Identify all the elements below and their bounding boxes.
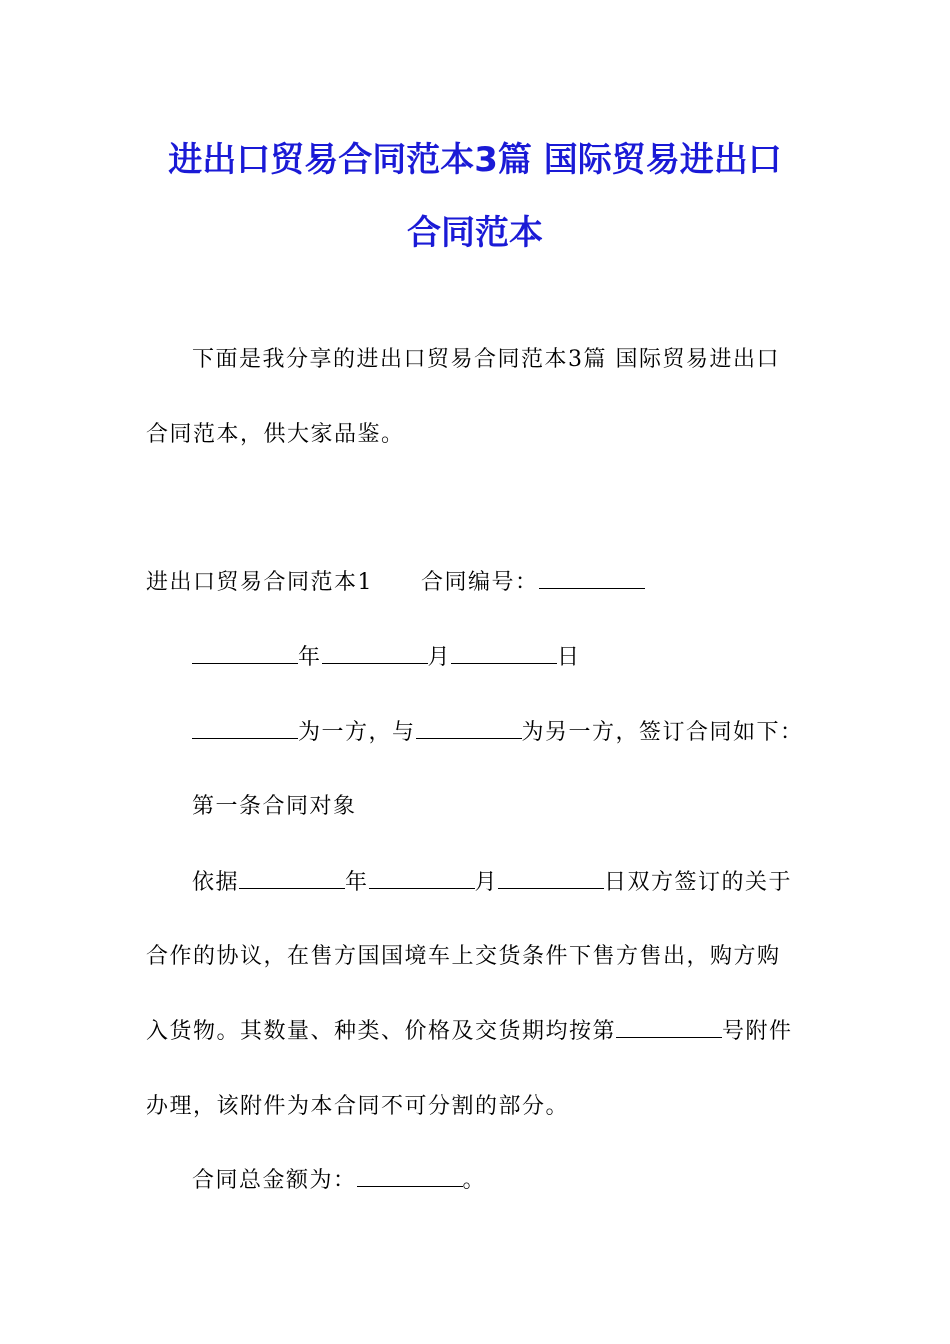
month-label: 月 [427,645,452,670]
section-heading: 进出口贸易合同范本1 [146,570,373,595]
attachment-number-blank [616,1017,722,1038]
article-1-heading: 第一条合同对象 [192,794,357,819]
basis-line [192,868,792,898]
body-line-3-prefix: 入货物。其数量、种类、价格及交货期均按第 [146,1019,617,1044]
party-text-2: 为另一方，签订合同如下： [521,720,804,745]
basis-month-blank [369,868,475,889]
month-blank [322,643,428,664]
contract-number-label: 合同编号： [421,570,539,595]
year-blank [192,643,298,664]
body-line-3 [146,1017,793,1047]
total-amount-suffix: 。 [462,1168,487,1193]
year-label: 年 [298,645,322,670]
party-a-blank [192,718,298,739]
day-blank [451,643,557,664]
basis-year-label: 年 [345,870,369,895]
total-amount-line [192,1166,486,1196]
basis-suffix: 日双方签订的关于 [604,870,793,895]
total-amount-label: 合同总金额为： [192,1168,357,1193]
body-line-2: 合作的协议，在售方国国境车上交货条件下售方售出，购方购 [146,944,781,969]
intro-line-2: 合同范本，供大家品鉴。 [146,422,405,447]
day-label: 日 [557,645,581,670]
basis-year-blank [239,868,345,889]
body-line-3-suffix: 号附件 [722,1019,793,1044]
date-line [192,643,581,673]
basis-month-label: 月 [474,870,499,895]
party-b-blank [416,718,522,739]
total-amount-blank [357,1166,463,1187]
parties-line [192,718,804,748]
basis-day-blank [498,868,604,889]
document-title-line-2: 合同范本 [407,213,543,253]
body-line-4: 办理，该附件为本合同不可分割的部分。 [146,1094,570,1119]
basis-prefix: 依据 [192,870,240,895]
contract-number-blank [539,568,645,589]
intro-line-1: 下面是我分享的进出口贸易合同范本3篇 国际贸易进出口 [192,347,780,372]
party-text-1: 为一方，与 [298,720,416,745]
section-heading-line [146,568,645,598]
document-title-line-1: 进出口贸易合同范本3篇 国际贸易进出口 [168,140,782,180]
